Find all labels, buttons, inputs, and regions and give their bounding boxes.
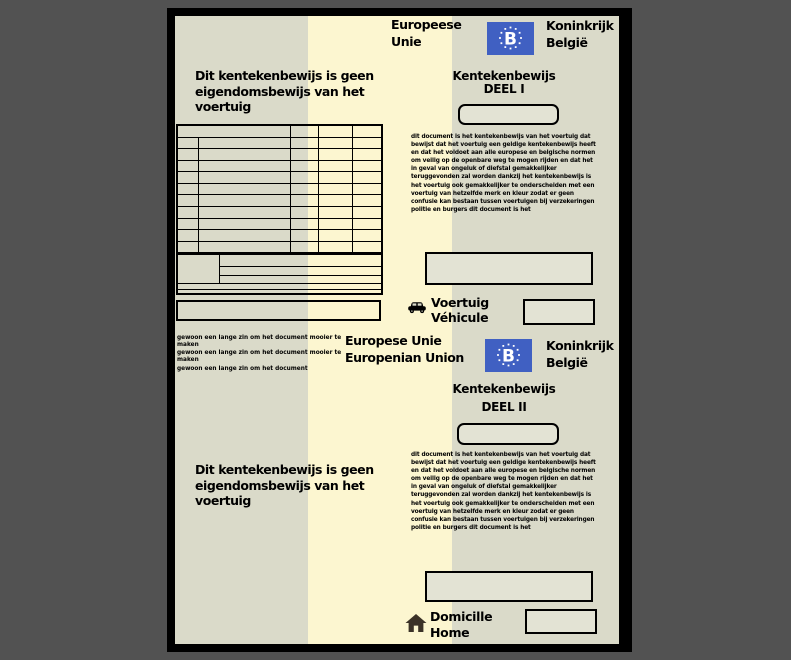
- disclaimer-line: Dit kentekenbewijs is geen: [195, 462, 374, 477]
- part-label: DEEL I: [483, 82, 525, 96]
- eu-union-line2: Europenian Union: [345, 349, 464, 365]
- table-cell: [290, 160, 318, 172]
- ownership-disclaimer-bottom: [195, 462, 374, 509]
- table-cell: [177, 125, 290, 137]
- registration-table: [176, 124, 383, 254]
- table-cell: [177, 230, 198, 242]
- table-cell: [318, 230, 352, 242]
- table-cell: [352, 149, 382, 161]
- table-cell: [352, 241, 382, 253]
- table-cell: [290, 218, 318, 230]
- certificate-title-part2: [429, 383, 579, 414]
- belgium-flag-icon: [487, 22, 534, 55]
- table-cell: [219, 266, 382, 275]
- table-cell: [177, 241, 198, 253]
- table-cell: [198, 160, 290, 172]
- table-cell: [352, 137, 382, 149]
- table-cell: [352, 207, 382, 219]
- table-cell: [352, 172, 382, 184]
- table-cell: [198, 183, 290, 195]
- table-cell: [290, 137, 318, 149]
- certificate-number-input-part2[interactable]: [457, 423, 559, 445]
- table-cell: [177, 289, 382, 294]
- table-cell: [290, 195, 318, 207]
- table-cell: [177, 218, 198, 230]
- filler-line: gewoon een lange zin om het document mooier te maken: [177, 350, 342, 364]
- table-cell: [318, 172, 352, 184]
- certificate-title: Kentekenbewijs: [452, 69, 556, 83]
- table-cell: [290, 183, 318, 195]
- disclaimer-line: eigendomsbewijs van het: [195, 83, 365, 99]
- remarks-box[interactable]: [176, 300, 381, 321]
- table-cell: [219, 254, 382, 266]
- flag-letter: B: [504, 29, 517, 50]
- country-label-part1: [546, 18, 614, 51]
- table-cell: [177, 207, 198, 219]
- table-cell: [318, 149, 352, 161]
- table-cell: [198, 137, 290, 149]
- certificate-page: [167, 8, 632, 652]
- vehicle-label-nl: Voertuig: [431, 295, 489, 310]
- house-icon: [405, 613, 427, 638]
- vehicle-label-fr: Véhicule: [431, 310, 489, 325]
- legal-text-part2: dit document is het kentekenbewijs van het voertuig dat bewijst dat het voertuig een geldige kentekenbewijs heeft en dat het voldoet aan alle europese en belgische normen om veilig op de openbare weg te mogen rijden en dat het in geval van ongeluk of diefstal gemakkelijker teruggevonden zal worden dankzij het kentekenbewijs is het voertuig ook gemakkelijker te onderscheiden met een voertuig van hetzelfde merk en kleur zodat er geen confusie kan bestaan tussen voertuigen bij verzekeringen politie en burgers dit document is het: [411, 452, 596, 531]
- table-cell: [318, 183, 352, 195]
- table-cell: [177, 160, 198, 172]
- table-cell: [290, 172, 318, 184]
- ownership-disclaimer-top: [195, 68, 374, 115]
- table-cell: [318, 137, 352, 149]
- table-cell: [352, 160, 382, 172]
- table-cell: [198, 218, 290, 230]
- table-cell: [352, 195, 382, 207]
- filler-text-block: [177, 335, 345, 374]
- filler-line: gewoon een lange zin om het document: [177, 365, 308, 372]
- table-cell: [177, 183, 198, 195]
- form-grid: [176, 253, 383, 295]
- certificate-title: Kentekenbewijs: [452, 382, 556, 396]
- table-cell: [219, 275, 382, 283]
- table-cell: [318, 207, 352, 219]
- country-line2: België: [546, 34, 588, 50]
- table-cell: [318, 241, 352, 253]
- domicile-label: [430, 609, 492, 641]
- table-cell: [177, 254, 219, 283]
- table-cell: [290, 125, 318, 137]
- form-grid: [176, 124, 383, 254]
- country-label-part2: [546, 338, 614, 371]
- part-label: DEEL II: [481, 400, 527, 414]
- table-cell: [352, 218, 382, 230]
- eu-union-label-part2: [345, 333, 464, 366]
- table-cell: [177, 149, 198, 161]
- table-cell: [177, 137, 198, 149]
- filler-line: gewoon een lange zin om het document mooier te maken: [177, 335, 342, 348]
- table-cell: [177, 195, 198, 207]
- table-cell: [198, 230, 290, 242]
- country-line1: Koninkrijk: [546, 18, 614, 33]
- table-cell: [177, 172, 198, 184]
- country-line2: België: [546, 354, 588, 370]
- table-cell: [352, 230, 382, 242]
- flag-letter: B: [502, 346, 515, 367]
- table-cell: [318, 160, 352, 172]
- domicile-code-box[interactable]: [525, 609, 597, 634]
- certificate-inner: [175, 16, 619, 644]
- table-cell: [198, 172, 290, 184]
- eu-union-line1: Europeese: [391, 17, 462, 32]
- certificate-number-input-part1[interactable]: [458, 104, 559, 125]
- certificate-title-part1: [429, 70, 579, 96]
- disclaimer-line: voertuig: [195, 493, 251, 508]
- disclaimer-line: eigendomsbewijs van het: [195, 477, 365, 493]
- table-cell: [318, 195, 352, 207]
- country-line1: Koninkrijk: [546, 338, 614, 353]
- table-cell: [352, 183, 382, 195]
- table-cell: [198, 149, 290, 161]
- domicile-label-en: Home: [430, 625, 470, 640]
- vehicle-code-box[interactable]: [523, 299, 595, 325]
- table-cell: [198, 241, 290, 253]
- table-cell: [290, 230, 318, 242]
- vehicle-details-table: [176, 253, 383, 295]
- vehicle-data-box[interactable]: [425, 252, 593, 285]
- table-cell: [290, 241, 318, 253]
- eu-union-line2: Unie: [391, 33, 422, 49]
- table-cell: [198, 207, 290, 219]
- legal-text-part1: dit document is het kentekenbewijs van het voertuig dat bewijst dat het voertuig een geldige kentekenbewijs heeft en dat het voldoet aan alle europese en belgische normen om veilig op de openbare weg te mogen rijden en dat het in geval van ongeluk of diefstal gemakkelijker teruggevonden zal worden dankzij het kentekenbewijs is het voertuig ook gemakkelijker te onderscheiden met een voertuig van hetzelfde merk en kleur zodat er geen confusie kan bestaan tussen voertuigen bij verzekeringen politie en burgers dit document is het: [411, 134, 596, 213]
- disclaimer-line: Dit kentekenbewijs is geen: [195, 68, 374, 83]
- disclaimer-line: voertuig: [195, 99, 251, 114]
- belgium-flag-icon: [485, 339, 532, 372]
- table-cell: [198, 195, 290, 207]
- eu-union-line1: Europese Unie: [345, 333, 442, 348]
- table-cell: [318, 125, 352, 137]
- domicile-label-fr: Domicille: [430, 609, 493, 624]
- table-cell: [318, 218, 352, 230]
- vehicle-label: [431, 295, 489, 325]
- eu-union-label-part1: [391, 17, 461, 50]
- table-cell: [290, 207, 318, 219]
- domicile-data-box[interactable]: [425, 571, 593, 602]
- car-icon: [407, 299, 427, 318]
- table-cell: [290, 149, 318, 161]
- table-cell: [352, 125, 382, 137]
